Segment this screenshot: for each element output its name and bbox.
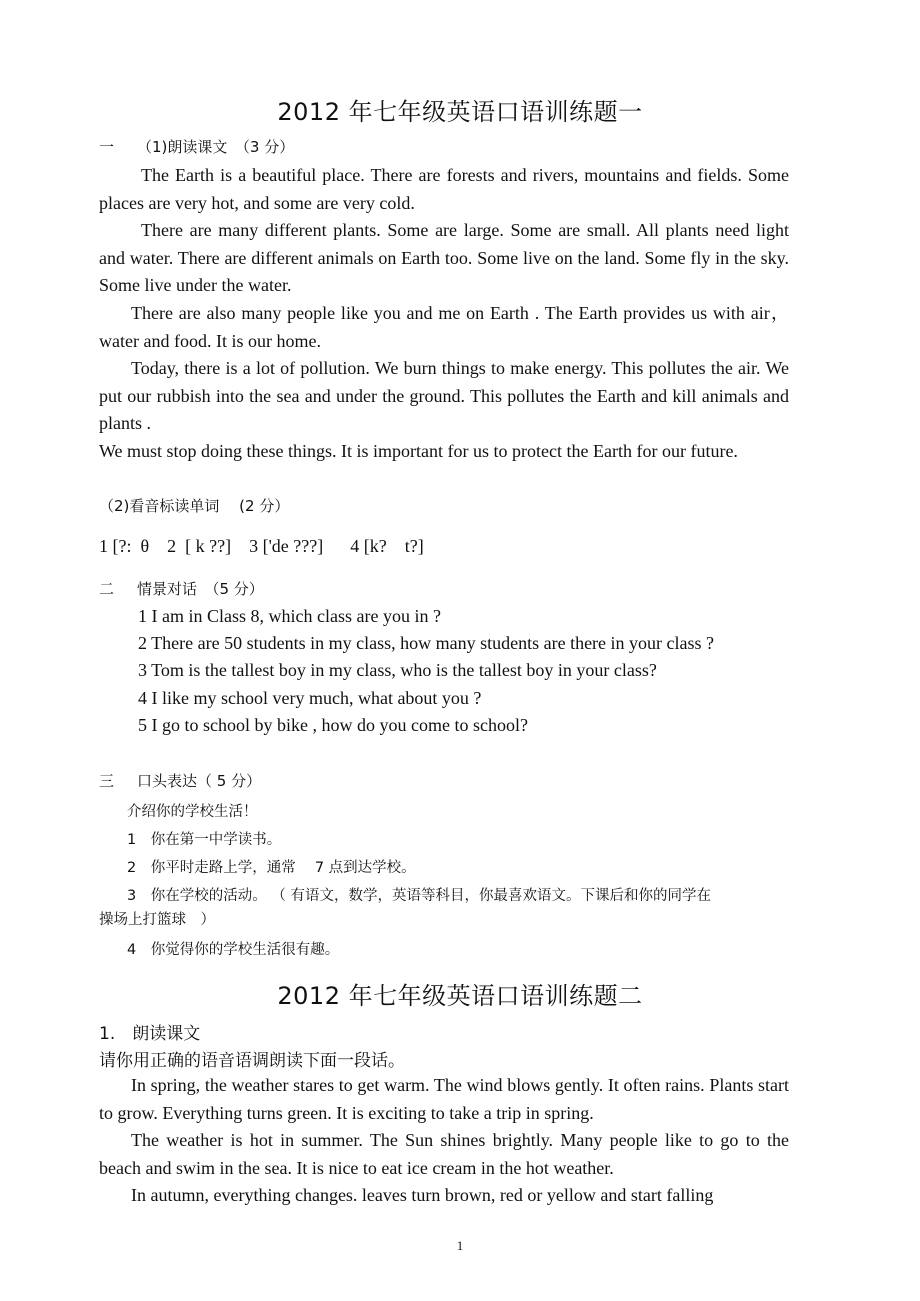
paragraph: In autumn, everything changes. leaves turn brown, red or yellow and start falling xyxy=(131,1185,714,1205)
paragraph: There are also many people like you and me on Earth . The Earth provides us with air， water and food. It is our home. xyxy=(99,303,789,351)
paragraph: Today, there is a lot of pollution. We burn things to make energy. This pollutes the air. We put our rubbish into the sea and under the ground. This pollutes the Earth and kill animals and plants . xyxy=(99,358,789,433)
dialogue-line: 5 I go to school by bike , how do you come to school? xyxy=(138,715,528,735)
paragraph: The Earth is a beautiful place. There are forests and rivers, mountains and fields. Some places are very hot, and some are very cold. xyxy=(99,165,789,213)
section-1-heading xyxy=(99,136,294,157)
part2-section-heading: 1. 朗读课文 xyxy=(99,1024,201,1044)
dialogue-line: 1 I am in Class 8, which class are you in ? xyxy=(138,606,441,626)
section-1b-heading: （2)看音标读单词 (2 分） xyxy=(99,497,290,515)
paragraph: There are many different plants. Some are large. Some are small. All plants need light and water. There are different animals on Earth too. Some live on the land. Some fly in the sky. Some live under the water. xyxy=(99,220,789,295)
section-3-heading xyxy=(99,770,261,791)
paragraph: The weather is hot in summer. The Sun shines brightly. Many people like to go to the beach and swim in the sea. It is nice to eat ice cream in the hot weather. xyxy=(99,1130,789,1178)
section-label: （1)朗读课文 （3 分） xyxy=(137,138,295,156)
prompt-point: 1 你在第一中学读书。 xyxy=(127,832,282,848)
page-title-2: 2012 年七年级英语口语训练题二 xyxy=(277,982,643,1010)
section-label: 情景对话 （5 分） xyxy=(137,580,264,598)
paragraph: We must stop doing these things. It is important for us to protect the Earth for our future. xyxy=(99,441,738,461)
prompt-point: 2 你平时走路上学，通常 7 点到达学校。 xyxy=(127,860,416,876)
section-number: 三 xyxy=(99,772,115,790)
dialogue-line: 2 There are 50 students in my class, how many students are there in your class ? xyxy=(138,633,715,653)
section-label: 口头表达（ 5 分） xyxy=(137,772,262,790)
phonetic-symbols: 1 [?: θ 2 [ k ??] 3 ['de ???] 4 [k? t?] xyxy=(99,536,424,556)
section-number: 二 xyxy=(99,580,115,598)
intro-prompt: 介绍你的学校生活！ xyxy=(127,804,258,820)
prompt-point: 3 你在学校的活动。 （ 有语文，数学，英语等科目，你最喜欢语文。下课后和你的同学在 xyxy=(127,888,711,904)
paragraph: In spring, the weather stares to get warm. The wind blows gently. It often rains. Plants start to grow. Everything turns green. It is exciting to take a trip in spring. xyxy=(99,1075,789,1123)
prompt-point-continued: 操场上打篮球 ） xyxy=(99,912,215,928)
section-number: 一 xyxy=(99,138,115,156)
page-number: 1 xyxy=(456,1238,464,1253)
prompt-point: 4 你觉得你的学校生活很有趣。 xyxy=(127,942,340,958)
dialogue-line: 4 I like my school very much, what about you ? xyxy=(138,688,482,708)
part2-instruction: 请你用正确的语音语调朗读下面一段话。 xyxy=(99,1051,405,1071)
section-2-heading xyxy=(99,578,264,599)
page-title: 2012 年七年级英语口语训练题一 xyxy=(277,98,643,126)
dialogue-line: 3 Tom is the tallest boy in my class, who is the tallest boy in your class? xyxy=(138,660,657,680)
